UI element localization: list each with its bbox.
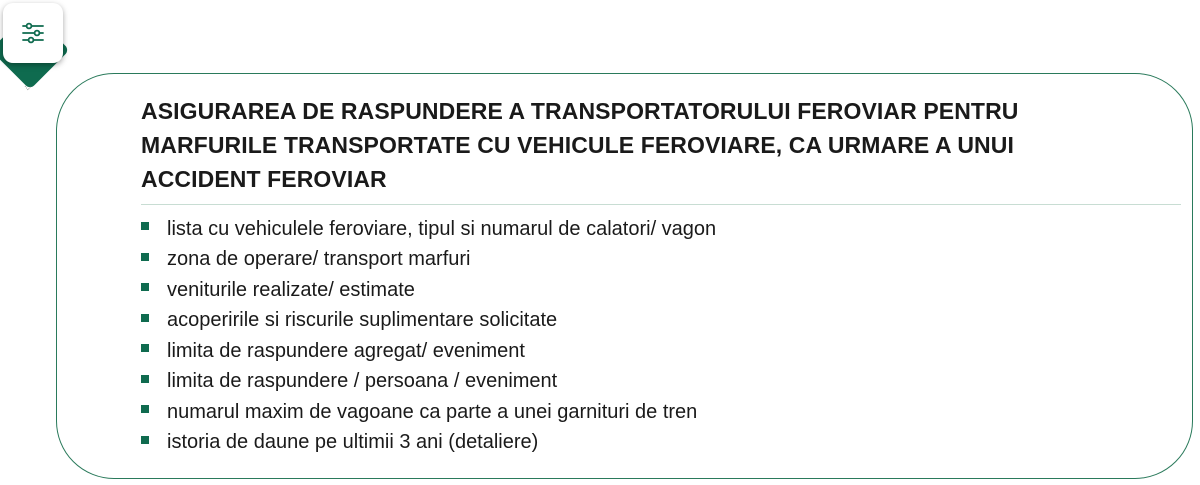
info-card xyxy=(56,73,1193,479)
title-divider xyxy=(141,204,1181,205)
bullet-icon xyxy=(141,405,149,413)
bullet-icon xyxy=(141,222,149,230)
requirements-list xyxy=(141,214,716,458)
bullet-icon xyxy=(141,314,149,322)
list-item xyxy=(141,214,716,245)
sliders-icon xyxy=(20,20,46,46)
list-item xyxy=(141,428,716,459)
list-item xyxy=(141,275,716,306)
list-item xyxy=(141,336,716,367)
bullet-icon xyxy=(141,344,149,352)
settings-badge xyxy=(3,3,63,63)
list-item-text: istoria de daune pe ultimii 3 ani (detaliere) xyxy=(167,431,539,454)
bullet-icon xyxy=(141,253,149,261)
list-item xyxy=(141,367,716,398)
bullet-icon xyxy=(141,436,149,444)
bullet-icon xyxy=(141,283,149,291)
list-item xyxy=(141,306,716,337)
down-chevron-icon xyxy=(24,84,32,92)
list-item-text: zona de operare/ transport marfuri xyxy=(167,248,471,271)
list-item-text: numarul maxim de vagoane ca parte a unei garnituri de tren xyxy=(167,400,698,423)
card-title: ASIGURAREA DE RASPUNDERE A TRANSPORTATORULUI FEROVIAR PENTRU MARFURILE TRANSPORTATE CU VEHICULE FEROVIARE, CA URMARE A UNUI ACCIDENT FEROVIAR xyxy=(141,98,1019,192)
list-item-text: limita de raspundere agregat/ eveniment xyxy=(167,339,525,362)
list-item xyxy=(141,245,716,276)
bullet-icon xyxy=(141,375,149,383)
list-item-text: veniturile realizate/ estimate xyxy=(167,278,415,301)
list-item-text: lista cu vehiculele feroviare, tipul si numarul de calatori/ vagon xyxy=(167,217,717,240)
list-item-text: acoperirile si riscurile suplimentare solicitate xyxy=(167,309,558,332)
list-item xyxy=(141,397,716,428)
list-item-text: limita de raspundere / persoana / eveniment xyxy=(167,370,558,393)
